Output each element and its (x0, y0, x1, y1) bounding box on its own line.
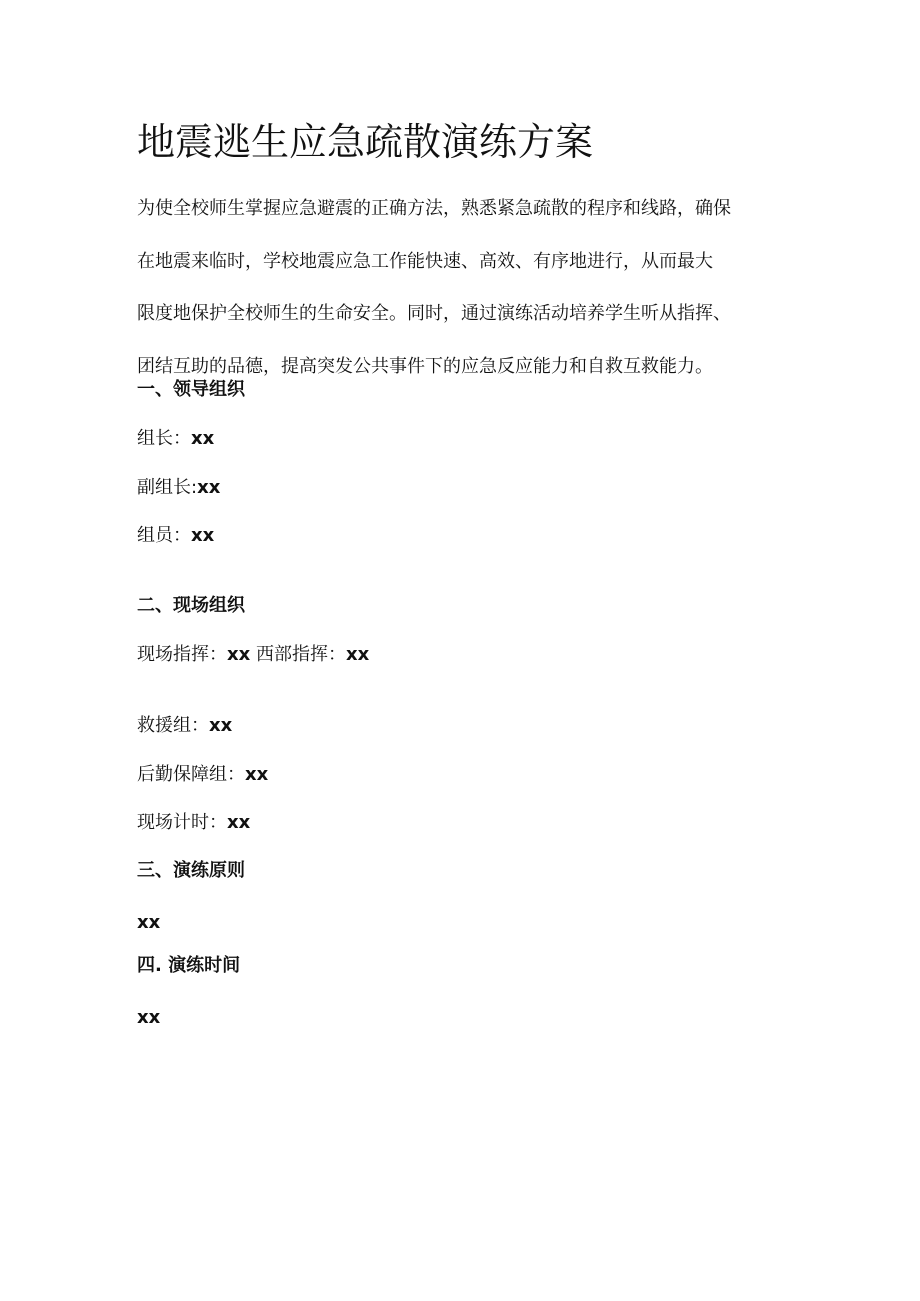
leader-value: xx (191, 428, 215, 449)
timekeeper-value: xx (227, 812, 251, 833)
rescue-team-value: xx (209, 715, 233, 736)
commander-row (137, 643, 369, 667)
leader-row (137, 427, 214, 451)
member-row (137, 524, 214, 548)
intro-line: 团结互助的品德，提高突发公共事件下的应急反应能力和自救互救能力。 (137, 355, 713, 377)
deputy-leader-row (137, 476, 220, 500)
section-heading-principles: 三、演练原则 (137, 860, 245, 881)
deputy-leader-label: 副组长: (137, 477, 198, 498)
intro-line: 为使全校师生掌握应急避震的正确方法，熟悉紧急疏散的程序和线路，确保 (137, 198, 731, 219)
drill-time-value: xx (137, 1007, 161, 1028)
logistics-team-row (137, 763, 268, 787)
intro-paragraph (137, 183, 797, 393)
leader-label: 组长： (137, 428, 191, 449)
member-label: 组员： (137, 525, 191, 546)
timekeeper-label: 现场计时： (137, 812, 227, 833)
section-heading-leadership: 一、领导组织 (137, 379, 245, 400)
site-commander-label: 现场指挥： (137, 644, 227, 665)
section-heading-site-organization: 二、现场组织 (137, 595, 245, 616)
member-value: xx (191, 525, 215, 546)
west-commander-value: xx (345, 644, 370, 665)
section-heading-drill-time: 四. 演练时间 (137, 955, 241, 976)
site-commander-value: xx (227, 644, 251, 665)
intro-line: 在地震来临时，学校地震应急工作能快速、高效、有序地进行，从而最大 (137, 250, 713, 272)
deputy-leader-value: xx (197, 477, 221, 498)
logistics-team-label: 后勤保障组： (137, 764, 245, 785)
rescue-team-row (137, 714, 232, 738)
document-title: 地震逃生应急疏散演练方案 (137, 120, 594, 164)
intro-line: 限度地保护全校师生的生命安全。同时，通过演练活动培养学生听从指挥、 (137, 303, 731, 324)
west-commander-label: 西部指挥： (255, 644, 346, 665)
logistics-team-value: xx (245, 764, 269, 785)
rescue-team-label: 救援组： (137, 715, 209, 736)
timekeeper-row (137, 811, 250, 835)
principles-value: xx (137, 912, 161, 933)
